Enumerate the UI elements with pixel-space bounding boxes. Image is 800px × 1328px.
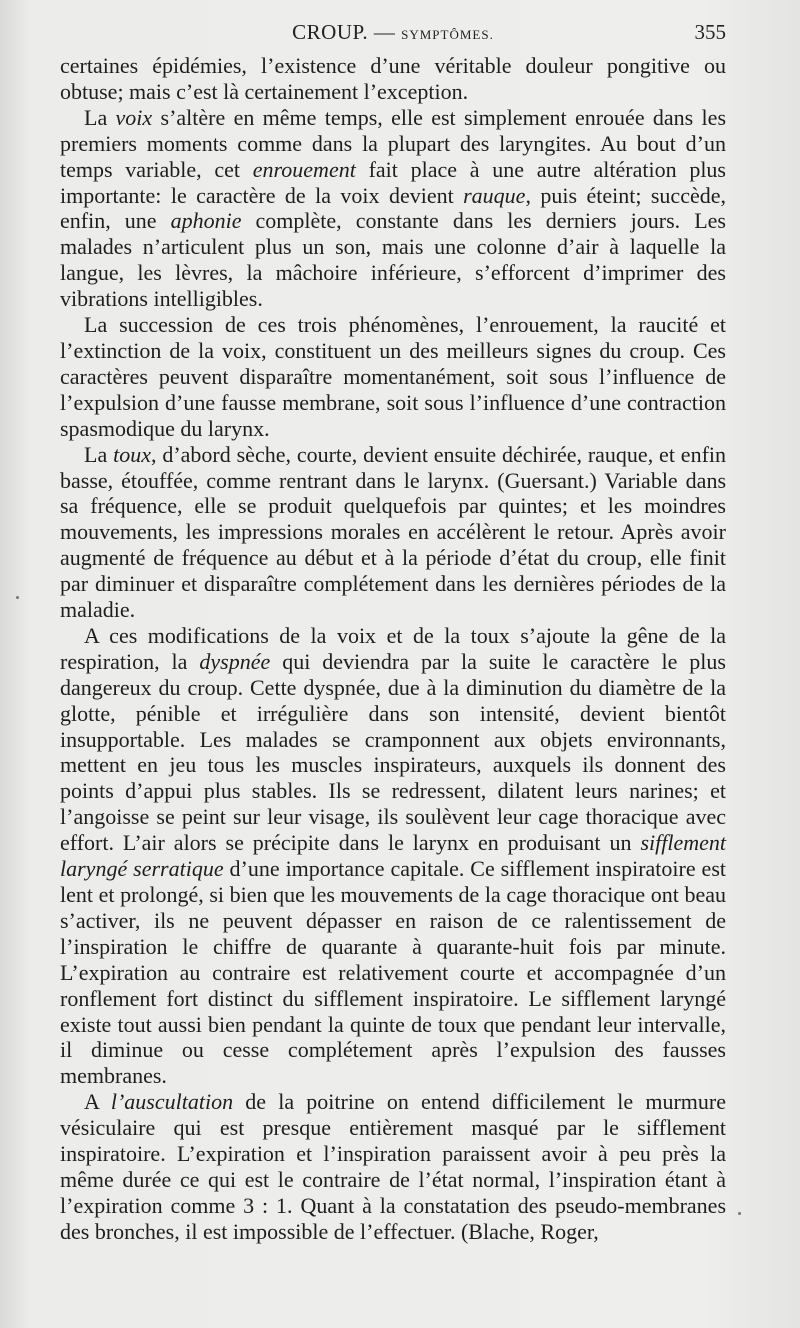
paragraph	[60, 312, 726, 442]
text-run: A ces modifications de la voix et de la toux s’ajoute la gêne de la respiration, la	[60, 622, 726, 674]
italic-term: dyspnée	[199, 648, 271, 674]
header-subtitle: SYMPTÔMES.	[401, 27, 494, 42]
text-run: certaines épidémies, l’existence d’une véritable douleur pongitive ou obtuse; mais c’est là certainement l’exception.	[60, 53, 726, 104]
italic-term: l’auscultation	[110, 1089, 234, 1115]
text-run: complète, constante dans les derniers jours. Les malades n’articulent plus un son, mais une colonne d’air à laquelle la langue, les lèvres, la mâchoire inférieure, s’efforcent d’imprimer des vibrations intelligibles.	[60, 208, 726, 312]
text-run: qui deviendra par la suite le caractère le plus dangereux du croup. Cette dyspnée, due à la diminution du diamètre de la glotte, pénible et irrégulière dans son intensité, devient bientôt insupportable. Les malades se cramponnent aux objets environnants, mettent en jeu tous les muscles inspirateurs, auxquels ils donnent des points d’appui plus stables. Ils se redressent, dilatent leurs narines; et l’angoisse se peint sur leur visage, ils soulèvent leur cage thoracique avec effort. L’air alors se précipite dans le larynx en produisant un	[60, 648, 726, 856]
text-run: de la poitrine on entend difficilement le murmure vésiculaire qui est presque entièrement masqué par le sifflement inspiratoire. L’expiration et l’inspiration paraissent avoir à peu près la même durée ce qui est le contraire de l’état normal, l’inspiration étant à l’expiration comme 3 : 1. Quant à la constatation des pseudo-membranes des bronches, il est impossible de l’effectuer. (Blache, Roger,	[60, 1089, 726, 1244]
paragraph	[60, 623, 726, 1089]
text-run: La succession de ces trois phénomènes, l’enrouement, la raucité et l’extinction de la voix, constituent un des meilleurs signes du croup. Ces caractères peuvent disparaître momentanément, soit sous l’influence de l’expulsion d’une fausse membrane, soit sous l’influence d’une contraction spasmodique du larynx.	[60, 312, 726, 441]
text-run: d’une importance capitale. Ce sifflement inspiratoire est lent et prolongé, si bien que les mouvements de la cage thoracique ont beau s’activer, ils ne peuvent dépasser en raison de ce ralentissement de l’inspiration le chiffre de quarante à quarante-huit fois par minute. L’expiration au contraire est relativement courte et accompagnée d’un ronflement fort distinct du sifflement inspiratoire. Le sifflement laryngé existe tout aussi bien pendant la quinte de toux que pendant leur intervalle, il diminue ou cesse complétement après l’expulsion des fausses membranes.	[60, 856, 726, 1089]
running-header	[60, 14, 726, 48]
paragraph	[60, 105, 726, 312]
text-run: fait place à une autre altération plus importante: le caractère de la voix devient	[60, 156, 726, 208]
text-run: , puis éteint; succède, enfin, une	[60, 182, 726, 234]
paragraph	[60, 53, 726, 105]
paper-speck	[738, 1212, 741, 1215]
text-run: , d’abord sèche, courte, devient ensuite déchirée, rauque, et enfin basse, étouffée, comme rentrant dans le larynx. (Guersant.) Variable dans sa fréquence, elle se produit quelquefois par quintes; et les moindres mouvements, les impressions morales en accélèrent le retour. Après avoir augmenté de fréquence au début et à la période d’état du croup, elle finit par diminuer et disparaître complétement dans les dernières périodes de la maladie.	[60, 441, 727, 623]
text-run: La	[84, 441, 114, 467]
paper-speck	[16, 596, 19, 599]
italic-term: voix	[115, 104, 153, 130]
italic-term: rauque	[463, 182, 526, 208]
italic-term: enrouement	[252, 156, 356, 182]
text-run: La	[84, 104, 116, 130]
header-separator: —	[373, 20, 396, 44]
text-run: s’altère en même temps, elle est simplement enrouée dans les premiers moments comme dans la plupart des laryngites. Au bout d’un temps variable, cet	[60, 104, 726, 182]
italic-term: toux	[113, 441, 151, 467]
paragraph	[60, 1089, 726, 1244]
running-title	[60, 20, 726, 45]
paragraph	[60, 442, 726, 623]
text-run: A	[84, 1089, 111, 1115]
italic-term: sifflement laryngé serratique	[60, 830, 726, 882]
body-text	[60, 53, 726, 1245]
italic-term: aphonie	[170, 208, 242, 234]
header-title: CROUP.	[292, 20, 369, 44]
page-number: 355	[694, 20, 726, 44]
